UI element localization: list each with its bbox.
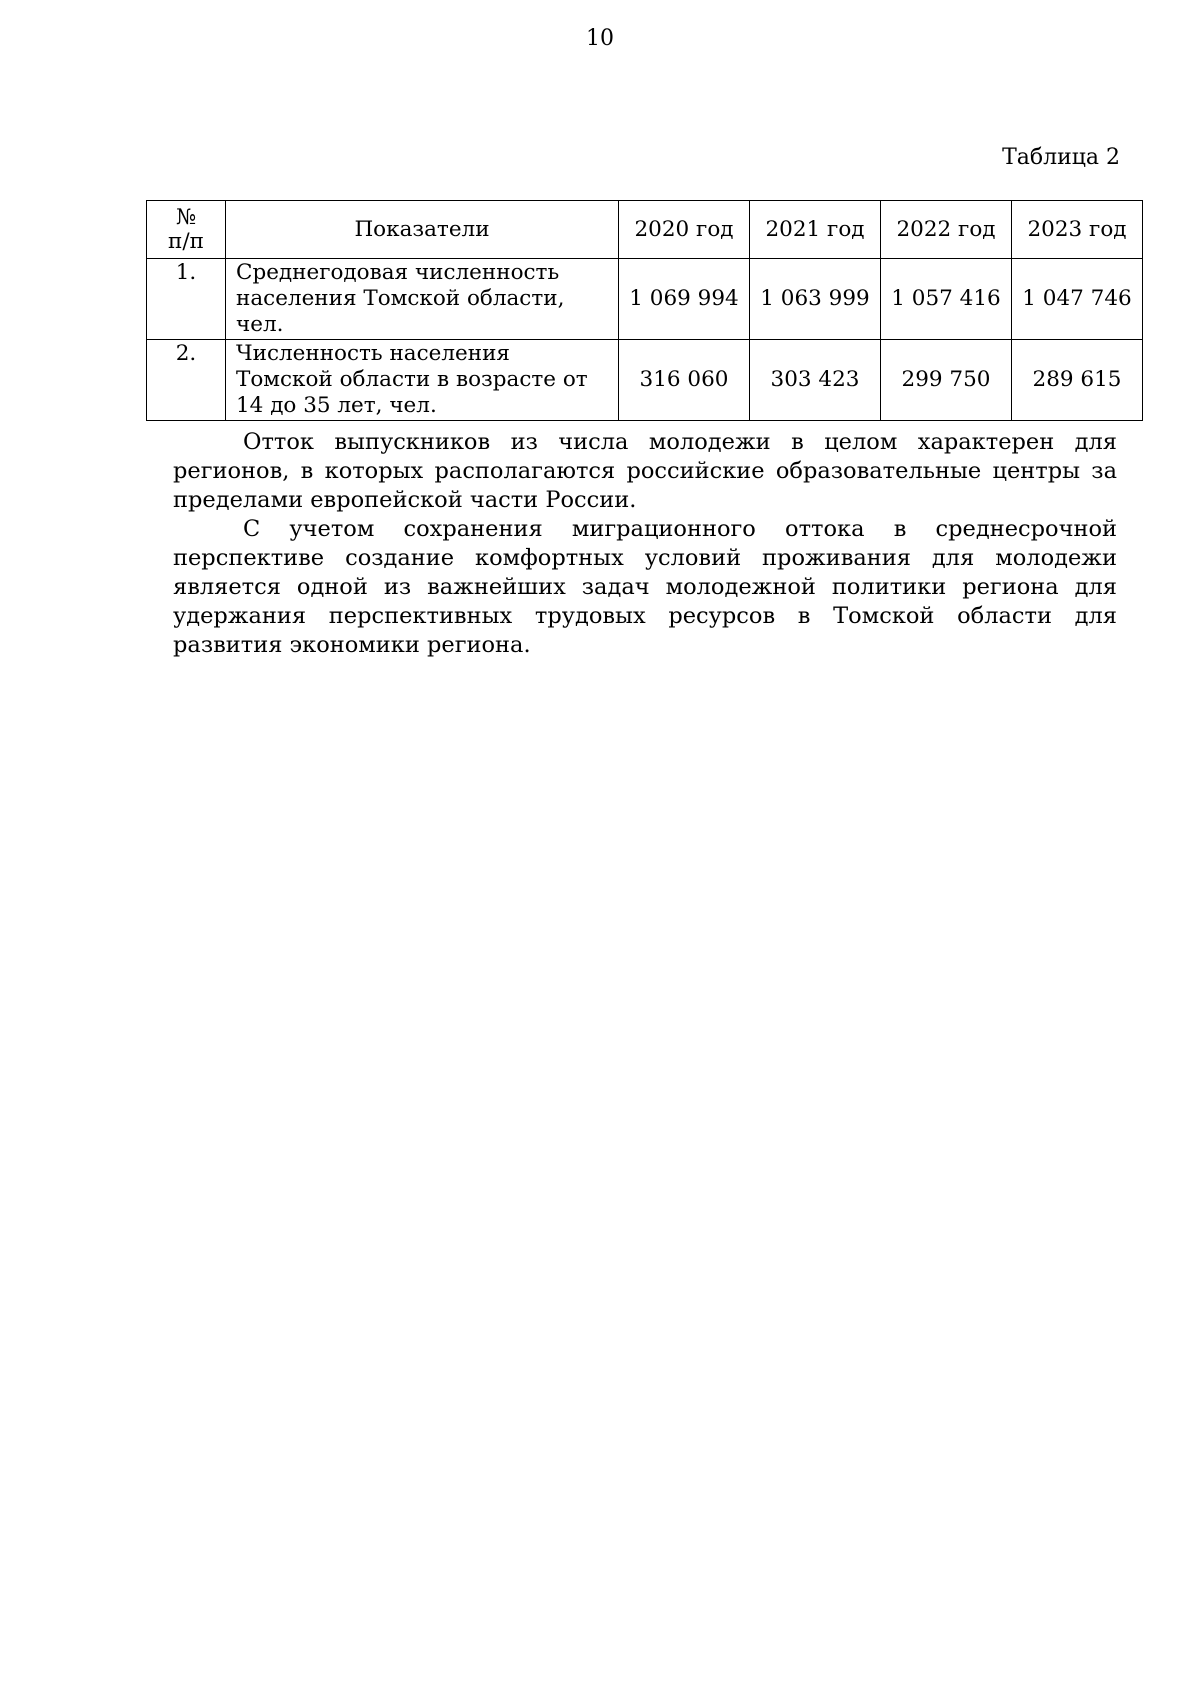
- header-number-sign: №: [175, 204, 197, 230]
- row-indicator: Численность населения Томской области в возрасте от 14 до 35 лет, чел.: [226, 340, 619, 421]
- header-year-2023: 2023 год: [1012, 201, 1143, 259]
- paragraph: Отток выпускников из числа молодежи в целом характерен для регионов, в которых располагаются российские образовательные центры за пределами европейской части России.: [173, 429, 1117, 513]
- row-value-2020: 316 060: [619, 340, 750, 421]
- page-number: 10: [586, 26, 614, 51]
- paragraph: С учетом сохранения миграционного оттока в среднесрочной перспективе создание комфортных условий проживания для молодежи является одной из важнейших задач молодежной политики региона для удержания перспективных трудовых ресурсов в Томской области для развития экономики региона.: [173, 516, 1117, 658]
- row-value-2023: 1 047 746: [1012, 259, 1143, 340]
- header-number-abbrev: п/п: [168, 228, 204, 254]
- row-value-2023: 289 615: [1012, 340, 1143, 421]
- row-indicator: Среднегодовая численность населения Томской области, чел.: [226, 259, 619, 340]
- data-table: [146, 200, 1143, 421]
- table-header-row: [147, 201, 1143, 259]
- table-caption: Таблица 2: [1002, 145, 1120, 170]
- row-value-2021: 303 423: [750, 340, 881, 421]
- row-number: 1.: [147, 259, 226, 340]
- row-value-2021: 1 063 999: [750, 259, 881, 340]
- row-value-2022: 299 750: [881, 340, 1012, 421]
- header-indicator: Показатели: [226, 201, 619, 259]
- body-text: [173, 428, 1117, 660]
- row-value-2022: 1 057 416: [881, 259, 1012, 340]
- header-year-2020: 2020 год: [619, 201, 750, 259]
- table-row: [147, 259, 1143, 340]
- header-number: [147, 201, 226, 259]
- table-row: [147, 340, 1143, 421]
- header-year-2022: 2022 год: [881, 201, 1012, 259]
- row-value-2020: 1 069 994: [619, 259, 750, 340]
- row-number: 2.: [147, 340, 226, 421]
- header-year-2021: 2021 год: [750, 201, 881, 259]
